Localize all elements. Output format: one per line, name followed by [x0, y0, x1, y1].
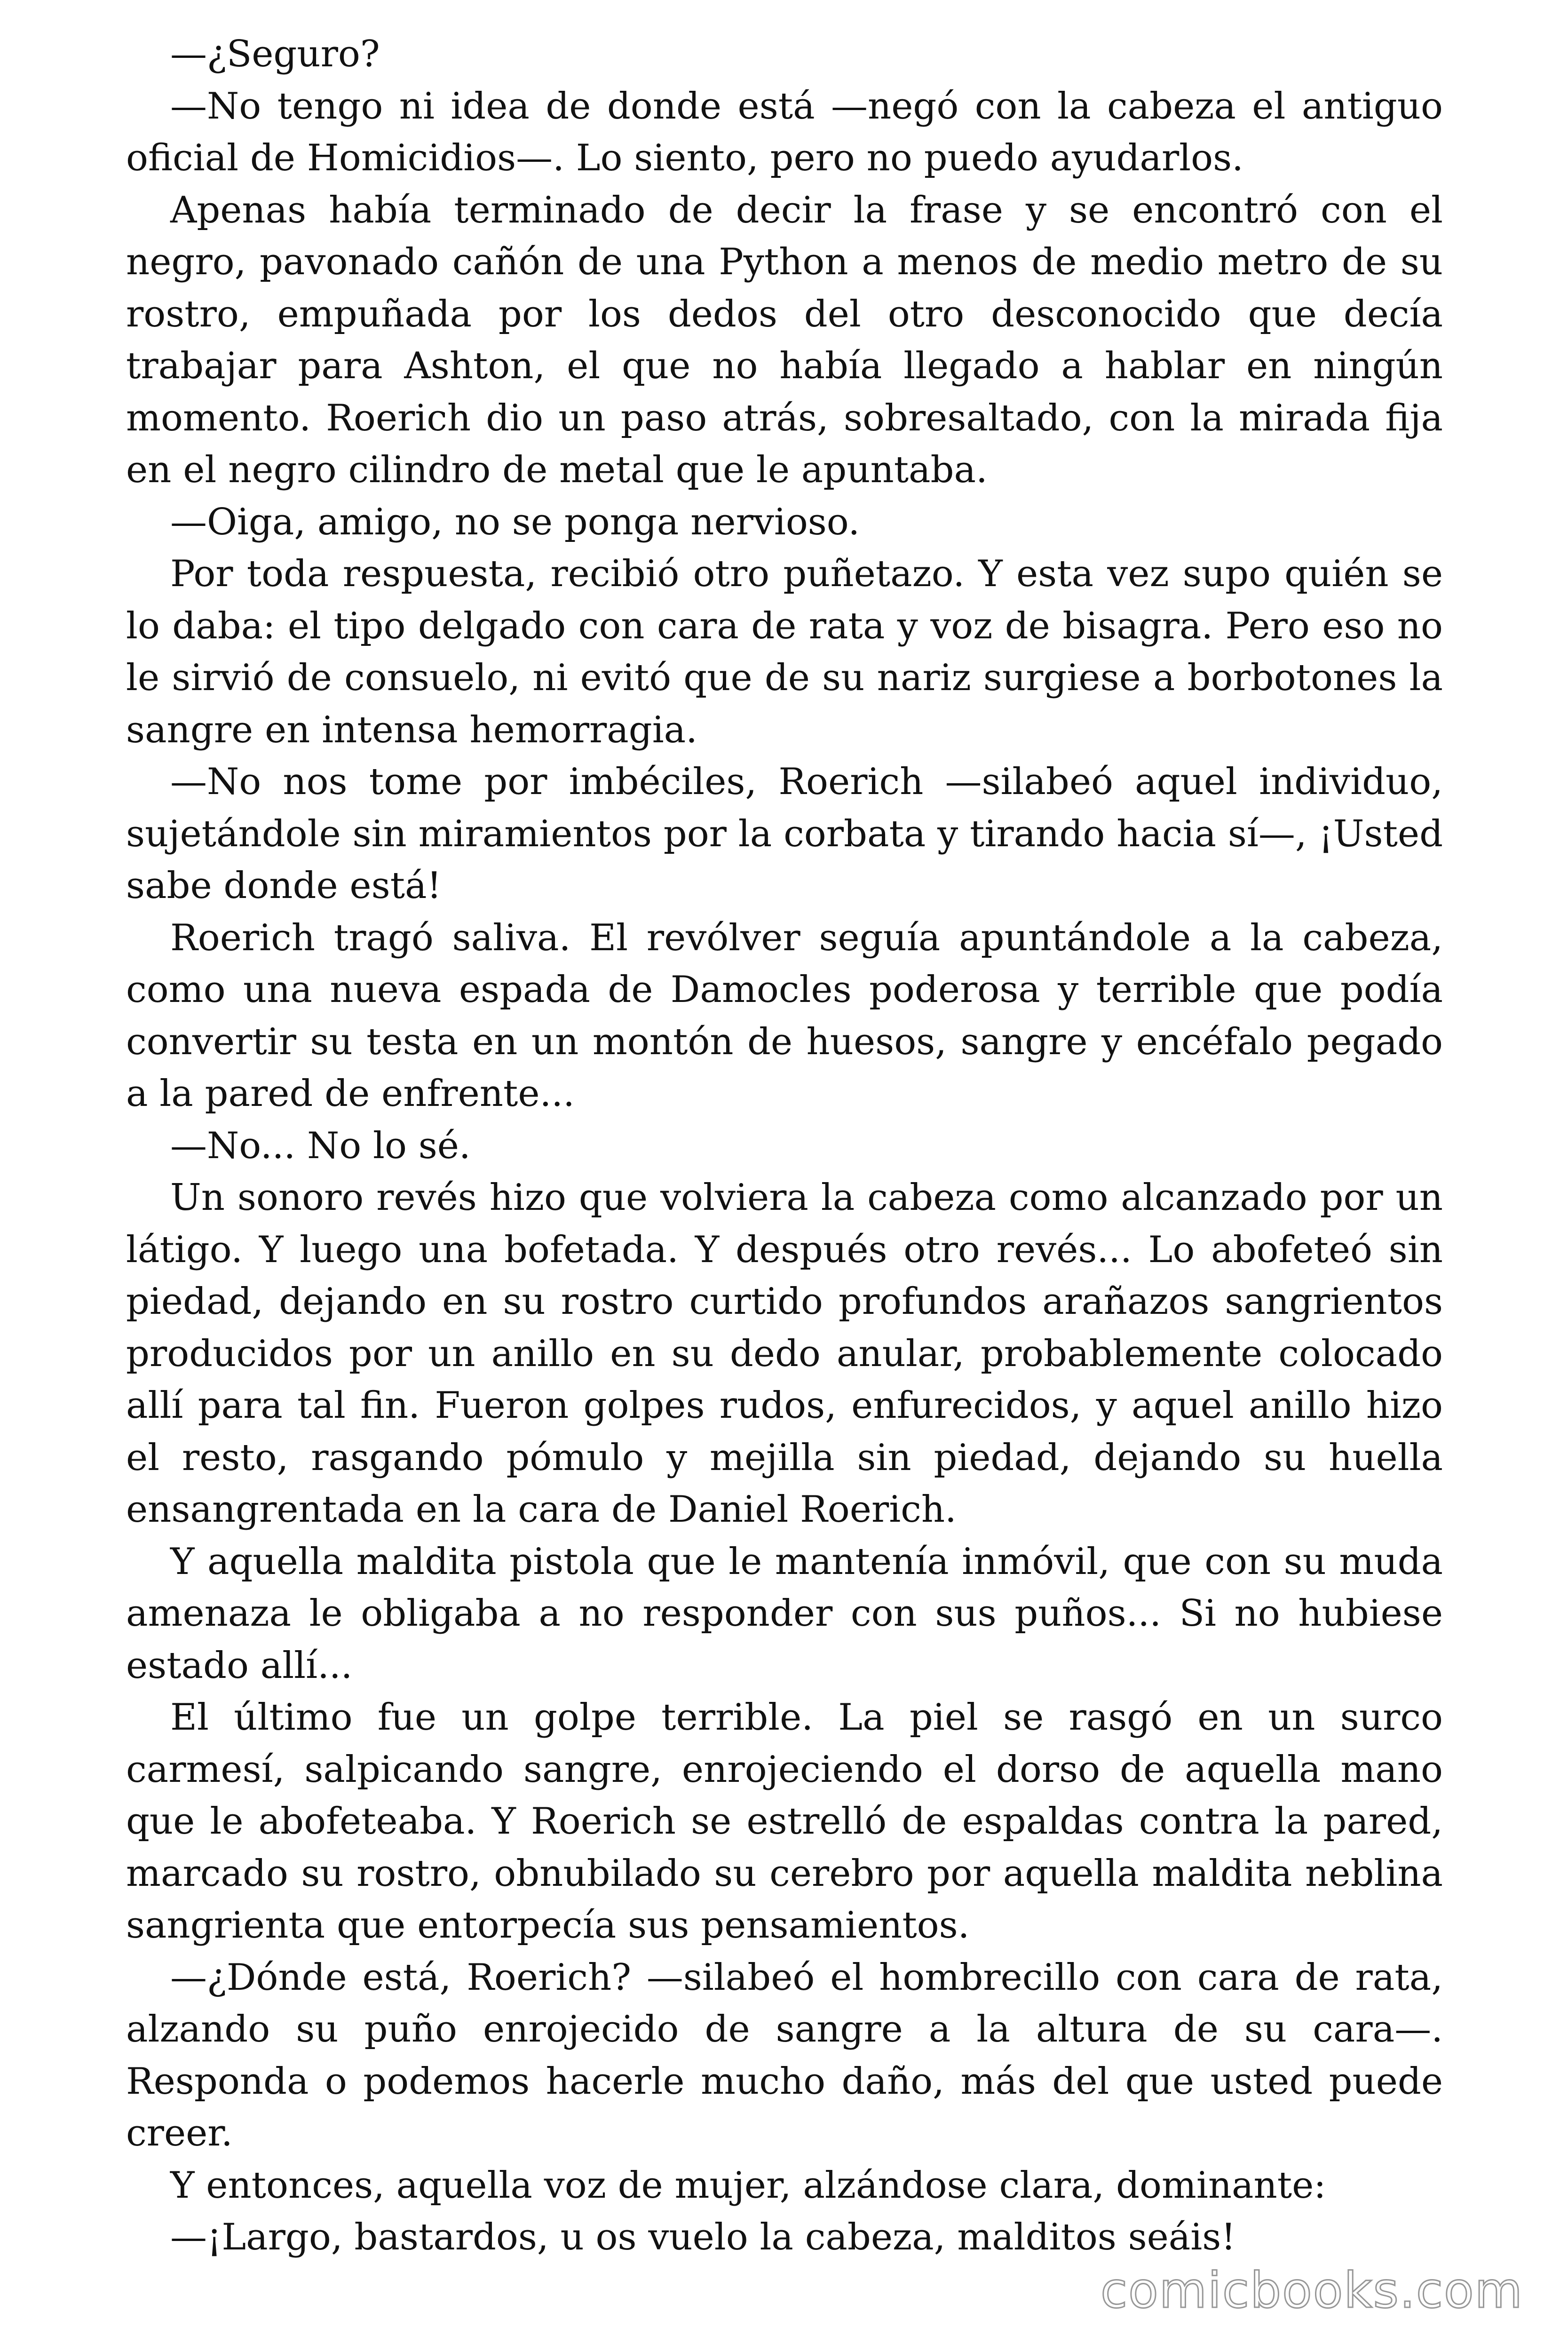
paragraph: El último fue un golpe terrible. La piel se rasgó en un surco carmesí, salpicando sangre, enrojeciendo el dorso de aquella mano que le abofeteaba. Y Roerich se estrelló de espaldas contra la pared, marcado su rostro, obnubilado su cerebro por aquella maldita neblina sangrienta que entorpecía sus pensamientos. [126, 1696, 1443, 1947]
paragraph: Y aquella maldita pistola que le mantenía inmóvil, que con su muda amenaza le obligaba a no responder con sus puños... Si no hubiese estado allí... [126, 1540, 1443, 1687]
paragraph: Roerich tragó saliva. El revólver seguía apuntándole a la cabeza, como una nueva espada de Damocles poderosa y terrible que podía convertir su testa en un montón de huesos, sangre y encéfalo pegado a la pared de enfrente... [126, 916, 1443, 1115]
paragraph: —¿Seguro? [170, 33, 380, 75]
paragraph: —No... No lo sé. [170, 1124, 471, 1167]
paragraph: Un sonoro revés hizo que volviera la cabeza como alcanzado por un látigo. Y luego una bofetada. Y después otro revés... Lo abofeteó sin piedad, dejando en su rostro curtido profundos arañazos sangrientos producidos por un anillo en su dedo anular, probablemente colocado allí para tal fin. Fueron golpes rudos, enfurecidos, y aquel anillo hizo el resto, rasgando pómulo y mejilla sin piedad, dejando su huella ensangrentada en la cara de Daniel Roerich. [126, 1176, 1443, 1531]
paragraph: Y entonces, aquella voz de mujer, alzándose clara, dominante: [170, 2164, 1326, 2207]
paragraph: Por toda respuesta, recibió otro puñetazo. Y esta vez supo quién se lo daba: el tipo delgado con cara de rata y voz de bisagra. Pero eso no le sirvió de consuelo, ni evitó que de su nariz surgiese a borbotones la sangre en intensa hemorragia. [126, 553, 1443, 751]
paragraph: Apenas había terminado de decir la frase y se encontró con el negro, pavonado cañón de una Python a menos de medio metro de su rostro, empuñada por los dedos del otro desconocido que decía trabajar para Ashton, el que no había llegado a hablar en ningún momento. Roerich dio un paso atrás, sobresaltado, con la mirada fija en el negro cilindro de metal que le apuntaba. [126, 189, 1443, 491]
paragraph: —No nos tome por imbéciles, Roerich —silabeó aquel individuo, sujetándole sin miramientos por la corbata y tirando hacia sí—, ¡Usted sabe donde está! [126, 761, 1443, 907]
book-page [126, 28, 1443, 2264]
paragraph: —¡Largo, bastardos, u os vuelo la cabeza, malditos seáis! [170, 2216, 1236, 2258]
paragraph: —Oiga, amigo, no se ponga nervioso. [170, 501, 860, 543]
watermark: comicbooks.com [1100, 2262, 1523, 2319]
paragraph: —¿Dónde está, Roerich? —silabeó el hombrecillo con cara de rata, alzando su puño enrojecido de sangre a la altura de su cara—. Responda o podemos hacerle mucho daño, más del que usted puede creer. [126, 1956, 1443, 2154]
paragraph: —No tengo ni idea de donde está —negó con la cabeza el antiguo oficial de Homicidios—. Lo siento, pero no puedo ayudarlos. [126, 85, 1443, 179]
